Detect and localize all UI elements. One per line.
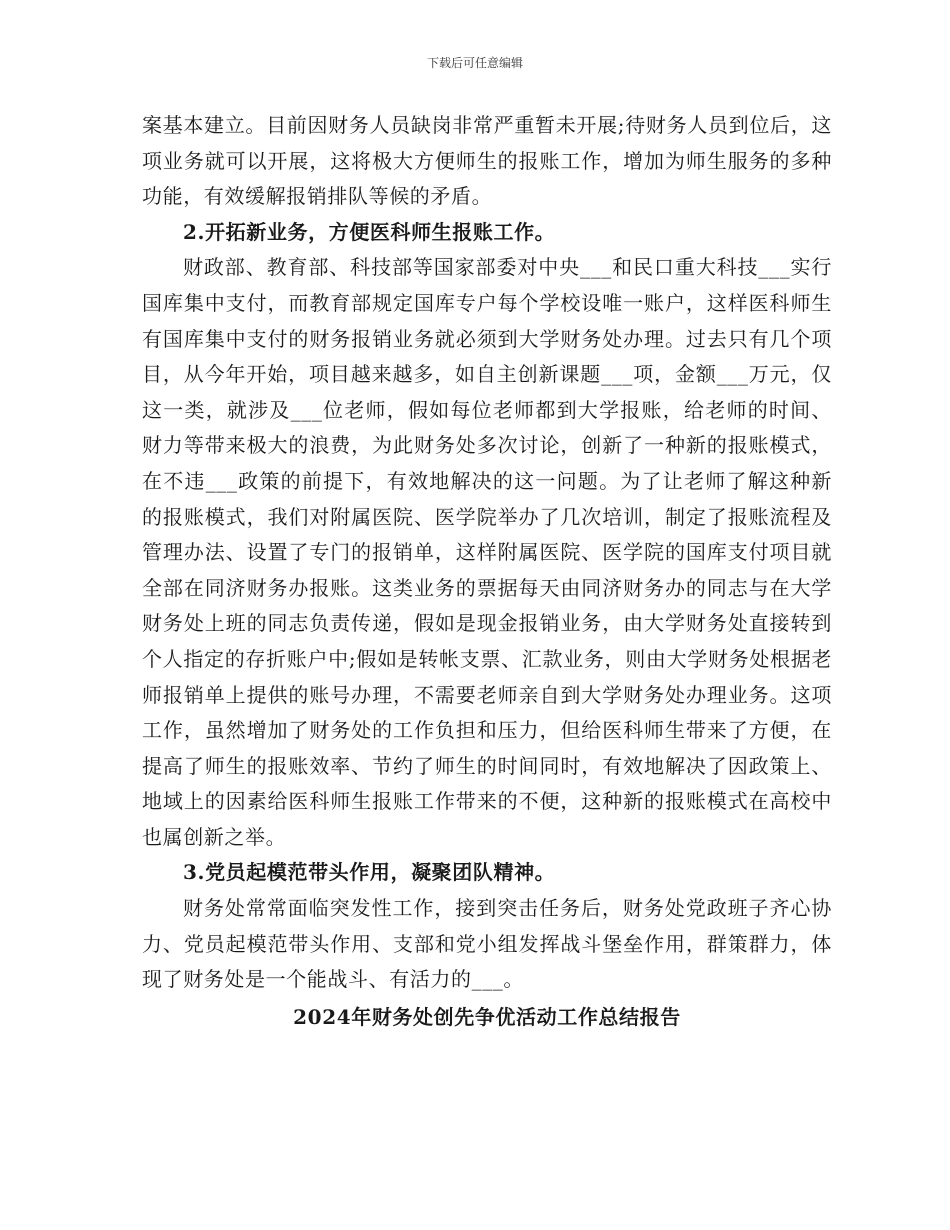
paragraph-new-business: 财政部、教育部、科技部等国家部委对中央___和民口重大科技___实行国库集中支付，而教育部规定国库专户每个学校设唯一账户，这样医科师生有国库集中支付的财务报销业务就必须到大学财务处办理。过去只有几个项目，从今年开始，项目越来越多，如自主创新课题___项，金额___万元，仅这一类，就涉及___位老师，假如每位老师都到大学报账，给老师的时间、财力等带来极大的浪费，为此财务处多次讨论，创新了一种新的报账模式，在不违___政策的前提下，有效地解决的这一问题。为了让老师了解这种新的报账模式，我们对附属医院、医学院举办了几次培训，制定了报账流程及管理办法、设置了专门的报销单，这样附属医院、医学院的国库支付项目就全部在同济财务办报账。这类业务的票据每天由同济财务办的同志与在大学财务处上班的同志负责传递，假如是现金报销业务，由大学财务处直接转到个人指定的存折账户中;假如是转帐支票、汇款业务，则由大学财务处根据老师报销单上提供的账号办理，不需要老师亲自到大学财务处办理业务。这项工作，虽然增加了财务处的工作负担和压力，但给医科师生带来了方便，在提高了师生的报账效率、节约了师生的时间同时，有效地解决了因政策上、地域上的因素给医科师生报账工作带来的不便，这种新的报账模式在高校中也属创新之举。	[142, 255, 832, 849]
document-title: 2024年财务处创先争优活动工作总结报告	[293, 1004, 681, 1029]
document-body	[142, 108, 832, 1035]
section-heading-3: 3.党员起模范带头作用，凝聚团队精神。	[183, 860, 556, 885]
section-heading-2: 2.开拓新业务，方便医科师生报账工作。	[183, 219, 556, 244]
page-header: 下载后可任意编辑	[426, 56, 523, 70]
paragraph-continuation: 案基本建立。目前因财务人员缺岗非常严重暂未开展;待财务人员到位后，这项业务就可以开展，这将极大方便师生的报账工作，增加为师生服务的多种功能，有效缓解报销排队等候的矛盾。	[142, 113, 832, 209]
paragraph-party-members: 财务处常常面临突发性工作，接到突击任务后，财务处党政班子齐心协力、党员起模范带头作用、支部和党小组发挥战斗堡垒作用，群策群力，体现了财务处是一个能战斗、有活力的___。	[142, 896, 832, 992]
